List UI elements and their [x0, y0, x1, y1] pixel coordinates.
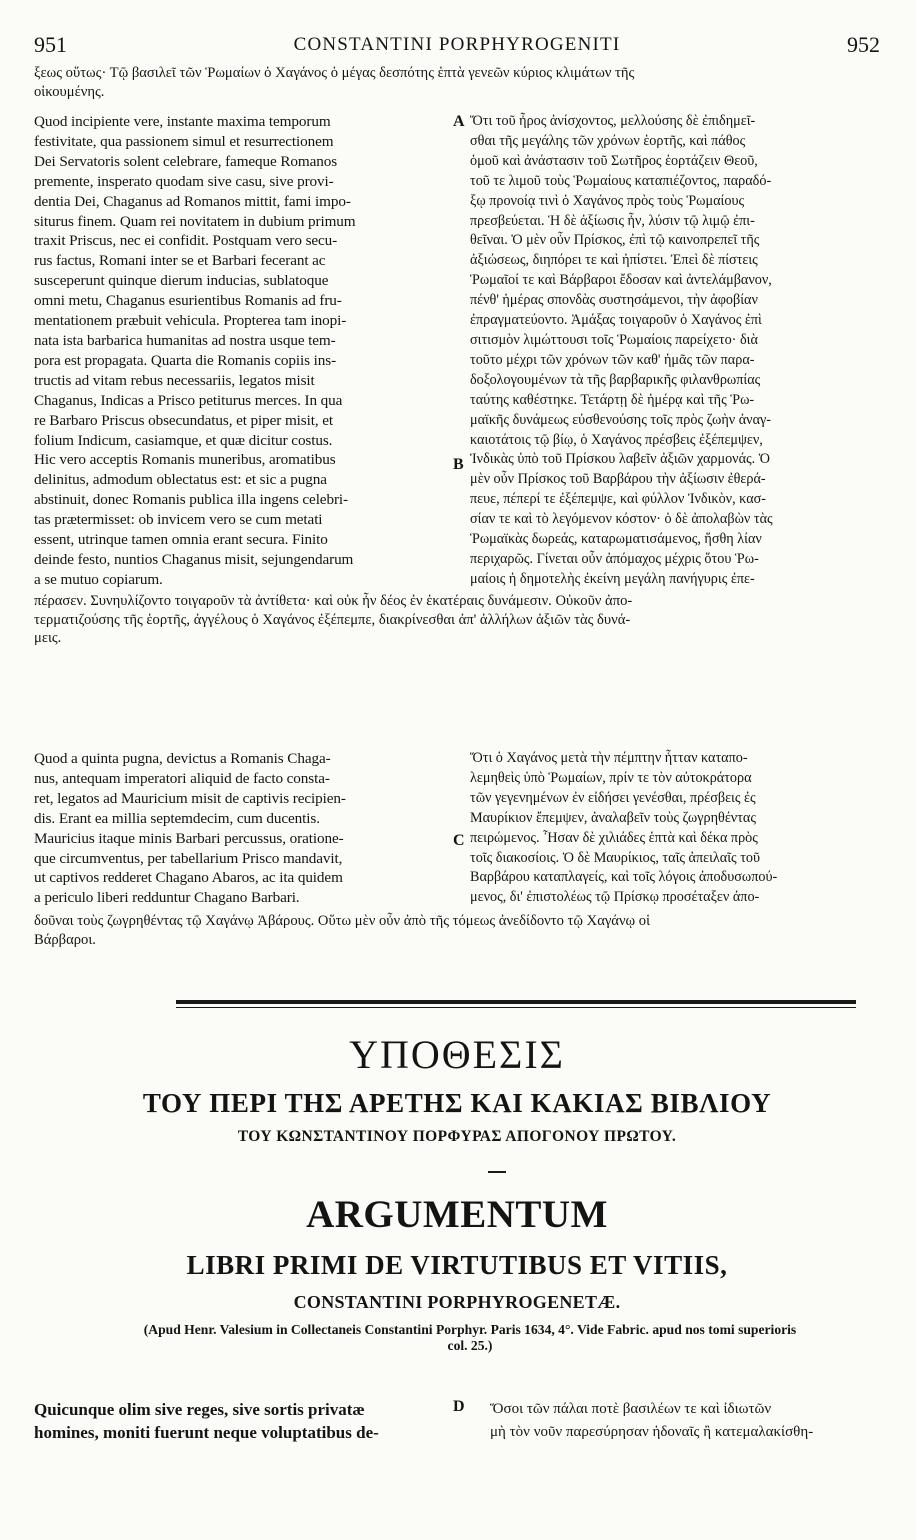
text-line: τερματιζούσης τῆς ἑορτῆς, ἀγγέλους ὁ Χαγάνος ἐξέπεμπε, διακρίνεσθαι ἀπ' ἀλλήλων ἀξιῶν τὰς δυνά-: [34, 611, 631, 628]
text-line: σιτισμὸν λιμώττουσι τοῖς Ῥωμαίοις παρείχετο· διὰ: [470, 331, 758, 348]
text-line: ut captivos redderet Chagano Abaros, ac ita quidem: [34, 869, 343, 887]
text-line: μὲν οὖν Πρίσκος τοῦ Βαρβάρου τὴν ἀξίωσιν ἐθερά-: [470, 471, 766, 488]
text-line: Chaganus, Indicas a Prisco petiturus merces. In qua: [34, 391, 343, 409]
latin-column-a: [34, 112, 452, 590]
section-divider-thick: [176, 1000, 856, 1004]
text-line: περιχαρῶς. Γίνεται οὖν ἀπόμαχος μέχρις ὅτου Ῥω-: [470, 550, 759, 567]
latin-column-c: [34, 749, 452, 908]
text-line: susceperunt quinque dierum inducias, sublatoque: [34, 272, 329, 290]
text-line: πένθ' ἡμέρας σπονδὰς συστησάμενοι, τὴν ἀφοβίαν: [470, 292, 758, 309]
text-line: Quod incipiente vere, instante maxima temporum: [34, 113, 331, 130]
text-line: πειρώμενος. Ἦσαν δὲ χιλιάδες ἑπτὰ καὶ δέκα πρὸς: [470, 829, 758, 846]
text-line: ξῳ προνοίᾳ τινὶ ὁ Χαγάνος πρὸς τοὺς Ῥωμαίους: [470, 192, 745, 209]
text-line: pora est propagata. Quarta die Romanis copiis ins-: [34, 351, 337, 369]
source-note-continued: col. 25.): [447, 1338, 493, 1353]
text-line: nata ista barbarica humanitas ad nostra usque tem-: [34, 331, 336, 349]
text-line: essent, utrinque tamen omnia erant secura. Finito: [34, 531, 328, 549]
text-line: ὁμοῦ καὶ ἀνάστασιν τοῦ Σωτῆρος ἑορτάζειν Θεοῦ,: [470, 152, 758, 169]
greek-heading-subtitle: ΤΟΥ ΠΕΡΙ ΤΗΣ ΑΡΕΤΗΣ ΚΑΙ ΚΑΚΙΑΣ ΒΙΒΛΙΟΥ: [142, 1088, 772, 1118]
greek-column-d: [490, 1398, 880, 1444]
text-line: tructis ad vitam rebus necessariis, legatos misit: [34, 371, 315, 389]
text-line: πευε, πέπερί τε ἐξέπεμψε, καὶ φύλλον Ἰνδικὸν, κασ-: [470, 491, 767, 508]
text-line: delinitus, admodum oblectatus est: et sic a pugna: [34, 471, 327, 489]
text-line: οἰκουμένης.: [34, 83, 105, 100]
text-line: ἐπραγματεύοντο. Ἁμάξας τοιγαροῦν ὁ Χαγάνος ἐπὶ: [470, 312, 762, 329]
text-line: nus, antequam imperatori aliquid de facto consta-: [34, 769, 330, 787]
text-line: Ὅτι τοῦ ἦρος ἀνίσχοντος, μελλούσης δὲ ἐπιδημεῖ-: [470, 113, 756, 129]
text-line: Βάρβαροι.: [34, 931, 96, 948]
section-divider-thin: [176, 1007, 856, 1008]
greek-heading-author: ΤΟΥ ΚΩΝΣΤΑΝΤΙΝΟΥ ΠΟΡΦΥΡΑΣ ΑΠΟΓΟΝΟΥ ΠΡΩΤΟΥ.: [237, 1128, 677, 1145]
text-line: tas prætermisset: ob invicem vero se cum metati: [34, 511, 323, 529]
text-line: Ἰνδικὰς ὑπὸ τοῦ Πρίσκου λαβεῖν ἀξιῶν χαρμονάς. Ὁ: [470, 451, 770, 468]
text-line: Ῥωμαῖοί τε καὶ Βάρβαροι ἔδοσαν καὶ ἀντελάμβανον,: [470, 272, 772, 289]
text-line: a se mutuo copiarum.: [34, 570, 163, 588]
text-line: Hic vero acceptis Romanis muneribus, aromatibus: [34, 451, 336, 469]
margin-marker-a: A: [453, 113, 465, 130]
text-line: ταύτης καθέστηκε. Τετάρτῃ δὲ ἡμέρᾳ καὶ τῆς Ῥω-: [470, 391, 755, 408]
greek-column-c: [470, 749, 880, 908]
margin-marker-b: B: [453, 456, 464, 473]
text-line: mentationem præbuit vehicula. Propterea tam inopi-: [34, 312, 347, 330]
source-note: (Apud Henr. Valesium in Collectaneis Constantini Porphyr. Paris 1634, 4°. Vide Fabric. apud nos tomi superioris: [143, 1322, 797, 1337]
latin-heading-author: CONSTANTINI PORPHYROGENETÆ.: [293, 1292, 621, 1312]
heading-dash: [488, 1171, 506, 1173]
text-line: πέρασεν. Συνηυλίζοντο τοιγαροῦν τὰ ἀντίθετα· καὶ οὐκ ἦν δέος ἐν ἑκατέραις δυνάμεσιν. Οὐκοῦν ἀπο-: [34, 593, 633, 609]
greek-column-a: [470, 112, 880, 590]
text-line: Mauricius itaque minis Barbari percussus, oratione-: [34, 829, 344, 847]
text-line: dis. Erant ea millia septemdecim, cum ducentis.: [34, 809, 320, 827]
text-line: Μαυρίκιον ἔπεμψεν, ἀναλαβεῖν τοὺς ζωγρηθέντας: [470, 809, 756, 826]
text-line: σθαι τῆς μεγάλης τῶν χρόνων ἑορτῆς, καὶ πάθος: [470, 132, 746, 149]
text-line: Ὅσοι τῶν πάλαι ποτὲ βασιλέων τε καὶ ἰδιωτῶν: [490, 1401, 772, 1417]
text-line: abstinuit, donec Romanis publica illa ingens celebri-: [34, 491, 348, 509]
greek-heading-title: ΥΠΟΘΕΣΙΣ: [349, 1032, 565, 1077]
text-line: σίαν τε καὶ τὸ λεγόμενον κόστον· ὁ δὲ ἀπολαβὼν τὰς: [470, 511, 773, 528]
text-line: δοῦναι τοὺς ζωγρηθέντας τῷ Χαγάνῳ Ἀβάρους. Οὕτω μὲν οὖν ἀπὸ τῆς τόμεως ἀνεδίδοντο τῷ Χαγάνῳ οἱ: [34, 913, 651, 929]
text-line: Quicunque olim sive reges, sive sortis privatæ: [34, 1400, 365, 1419]
text-line: Ῥωμαϊκὰς δωρεάς, καταρωματισάμενος, ἥσθη λίαν: [470, 531, 762, 548]
text-line: traxit Priscus, nec ei confidit. Postquam vero secu-: [34, 232, 338, 250]
text-line: homines, moniti fuerunt neque voluptatibus de-: [34, 1423, 379, 1442]
closing-greek-full-width: [34, 912, 880, 949]
text-line: μαίοις ἡ δημοτελὴς ἐκείνη μεγάλη πανήγυρις ἐπε-: [470, 570, 755, 587]
latin-column-d: [34, 1398, 474, 1444]
text-line: δοξολογουμένων τὰ τῆς βαρβαρικῆς φιλανθρωπίας: [470, 371, 761, 388]
text-line: καιοτάτοις τῷ βίῳ, ὁ Χαγάνος πρέσβεις ἐξέπεμψεν,: [470, 431, 763, 448]
text-line: dentia Dei, Chaganus ad Romanos mittit, fami impo-: [34, 192, 351, 210]
middle-greek-full-width: [34, 592, 880, 648]
text-line: que circumventus, per tabellarium Prisco mandavit,: [34, 849, 343, 867]
text-line: folium Indicum, casiamque, et quæ dicitur costus.: [34, 431, 333, 449]
text-line: ret, legatos ad Mauricium misit de captivis recipien-: [34, 789, 346, 807]
text-line: Dei Servatoris solent celebrare, fameque Romanos: [34, 152, 338, 170]
text-line: τῶν γεγενημένων ἐν εἰδήσει γενέσθαι, πρέσβεις ἐς: [470, 789, 756, 806]
page-number-right: 952: [847, 32, 880, 57]
text-line: τοῦ τε λιμοῦ τοὺς Ῥωμαίους καταπιέζοντος, παραδό-: [470, 172, 772, 189]
text-line: μενος, δι' ἐπιστολέως τῷ Πρίσκῳ προσέταξεν ἀπο-: [470, 889, 760, 906]
text-line: μαϊκῆς δυνάμεως εὐσθενούσης τοῖς πρὸς ζωὴν ἀναγ-: [470, 411, 771, 428]
text-line: ἀξιώσεως, διηπόρει τε καὶ ἠπίστει. Ἐπεὶ δὲ πίστεις: [470, 252, 758, 269]
text-line: re Barbaro Priscus obsecundatus, et piper misit, et: [34, 411, 333, 429]
text-line: Quod a quinta pugna, devictus a Romanis Chaga-: [34, 750, 331, 767]
text-line: siturus finem. Quam rei novitatem in dubium primum: [34, 212, 356, 230]
text-line: τοῖς διακοσίοις. Ὁ δὲ Μαυρίκιος, ταῖς ἀπειλαῖς τοῦ: [470, 849, 761, 866]
text-line: festivitate, qua passionem simul et resurrectionem: [34, 132, 334, 150]
top-greek-continuation: [34, 64, 880, 101]
text-line: ξεως οὕτως· Τῷ βασιλεῖ τῶν Ῥωμαίων ὁ Χαγάνος ὁ μέγας δεσπότης ἑπτὰ γενεῶν κύριος κλιμάτων τῆς: [34, 65, 635, 81]
text-line: θεῖναι. Ὁ μὲν οὖν Πρίσκος, ἐπὶ τῷ καινοπρεπεῖ τῆς: [470, 232, 760, 249]
running-title: CONSTANTINI PORPHYROGENITI: [293, 34, 621, 55]
text-line: μεις.: [34, 630, 62, 647]
page-number-left: 951: [34, 32, 67, 57]
text-line: premente, insperato quodam sive casu, sive provi-: [34, 172, 334, 190]
text-line: λεμηθεὶς ὑπὸ Ῥωμαίων, πρίν τε τὸν αὐτοκράτορα: [470, 769, 752, 786]
margin-marker-d: D: [453, 1398, 465, 1415]
text-line: a periculo liberi redduntur Chagano Barbari.: [34, 889, 300, 907]
text-line: τοῦτο μέχρι τῶν χρόνων τῶν καθ' ἡμᾶς τῶν παρα-: [470, 351, 755, 368]
text-line: rus factus, Romani inter se et Barbari fecerant ac: [34, 252, 326, 270]
text-line: πρεσβεύεται. Ἡ δὲ ἀξίωσις ἦν, λύσιν τῷ λιμῷ ἐπι-: [470, 212, 755, 229]
text-line: μὴ τὸν νοῦν παρεσύρησαν ἡδοναῖς ἢ κατεμαλακίσθη-: [490, 1424, 814, 1440]
running-header: [34, 32, 880, 56]
latin-heading-subtitle: LIBRI PRIMI DE VIRTUTIBUS ET VITIIS,: [186, 1250, 728, 1280]
text-line: Ὅτι ὁ Χαγάνος μετὰ τὴν πέμπτην ἧτταν καταπο-: [470, 750, 748, 766]
text-line: deinde festo, nuntios Chaganus misit, sejungendarum: [34, 550, 354, 568]
margin-marker-c: C: [453, 832, 465, 849]
latin-heading-title: ARGUMENTUM: [306, 1193, 608, 1236]
text-line: Βαρβάρου καταπλαγείς, καὶ τοῖς λόγοις ἀποδυσωπού-: [470, 869, 778, 886]
text-line: omni metu, Chaganus esurientibus Romanis ad fru-: [34, 292, 342, 310]
